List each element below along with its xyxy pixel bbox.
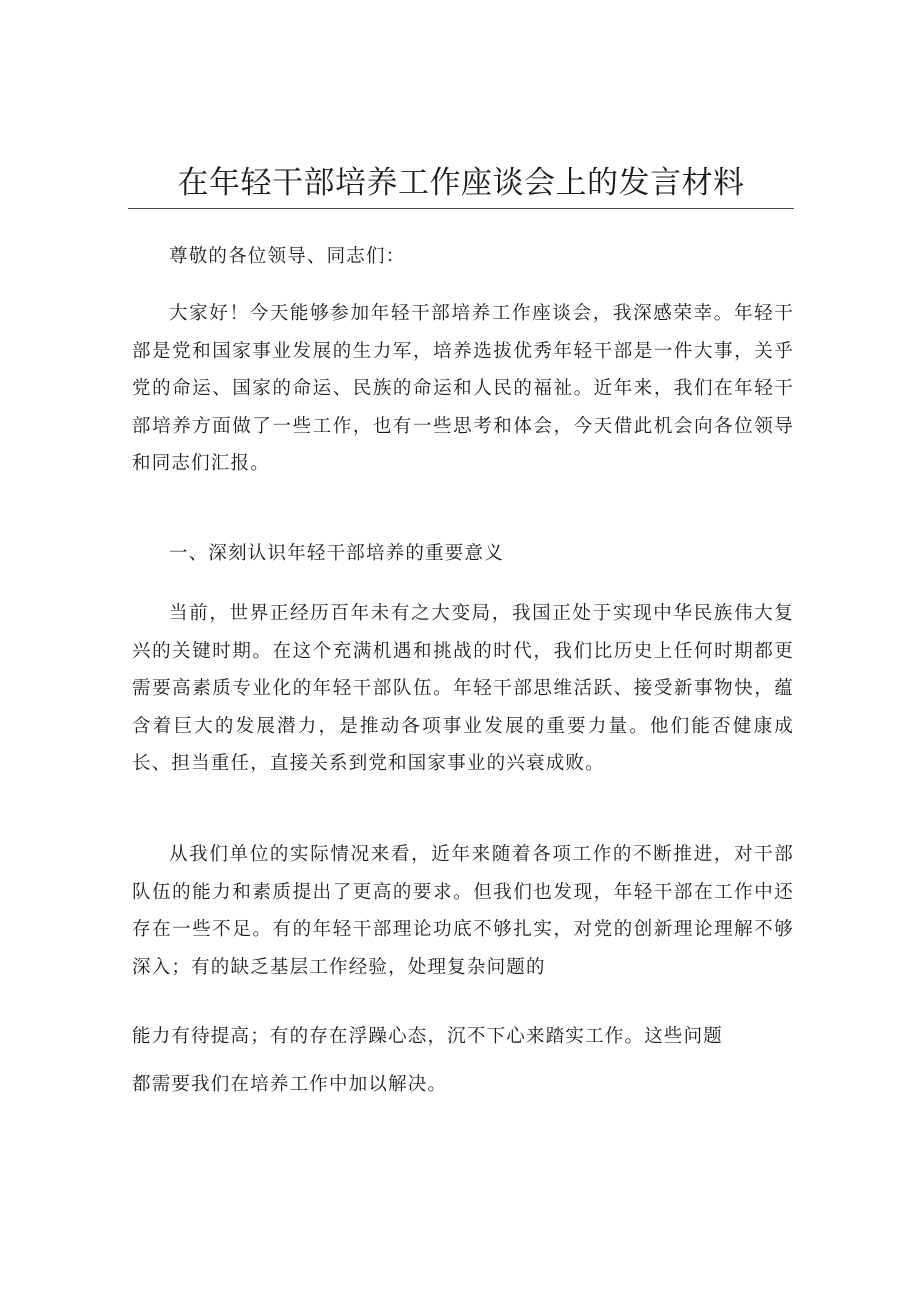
paragraph-significance: 当前，世界正经历百年未有之大变局，我国正处于实现中华民族伟大复兴的关键时期。在这个充满机遇和挑战的时代，我们比历史上任何时期都更需要高素质专业化的年轻干部队伍。年轻干部思维活跃、接受新事物快，蕴含着巨大的发展潜力，是推动各项事业发展的重要力量。他们能否健康成长、担当重任，直接关系到党和国家事业的兴衰成败。 [132,603,794,774]
salutation: 尊敬的各位领导、同志们： [169,246,406,267]
paragraph-situation-line-3: 都需要我们在培养工作中加以解决。 [132,1074,448,1095]
document-title: 在年轻干部培养工作座谈会上的发言材料 [177,165,745,201]
paragraph-situation-line-2: 能力有待提高；有的存在浮躁心态，沉不下心来踏实工作。这些问题 [132,1026,724,1047]
section-heading: 一、深刻认识年轻干部培养的重要意义 [169,543,504,564]
title-underline [128,208,794,209]
paragraph-opening: 大家好！今天能够参加年轻干部培养工作座谈会，我深感荣幸。年轻干部是党和国家事业发展的生力军，培养选拔优秀年轻干部是一件大事，关乎党的命运、国家的命运、民族的命运和人民的福祉。近年来，我们在年轻干部培养方面做了一些工作，也有一些思考和体会，今天借此机会向各位领导和同志们汇报。 [132,303,794,474]
paragraph-situation: 从我们单位的实际情况来看，近年来随着各项工作的不断推进，对干部队伍的能力和素质提出了更高的要求。但我们也发现，年轻干部在工作中还存在一些不足。有的年轻干部理论功底不够扎实，对党的创新理论理解不够深入；有的缺乏基层工作经验，处理复杂问题的 [132,844,794,978]
